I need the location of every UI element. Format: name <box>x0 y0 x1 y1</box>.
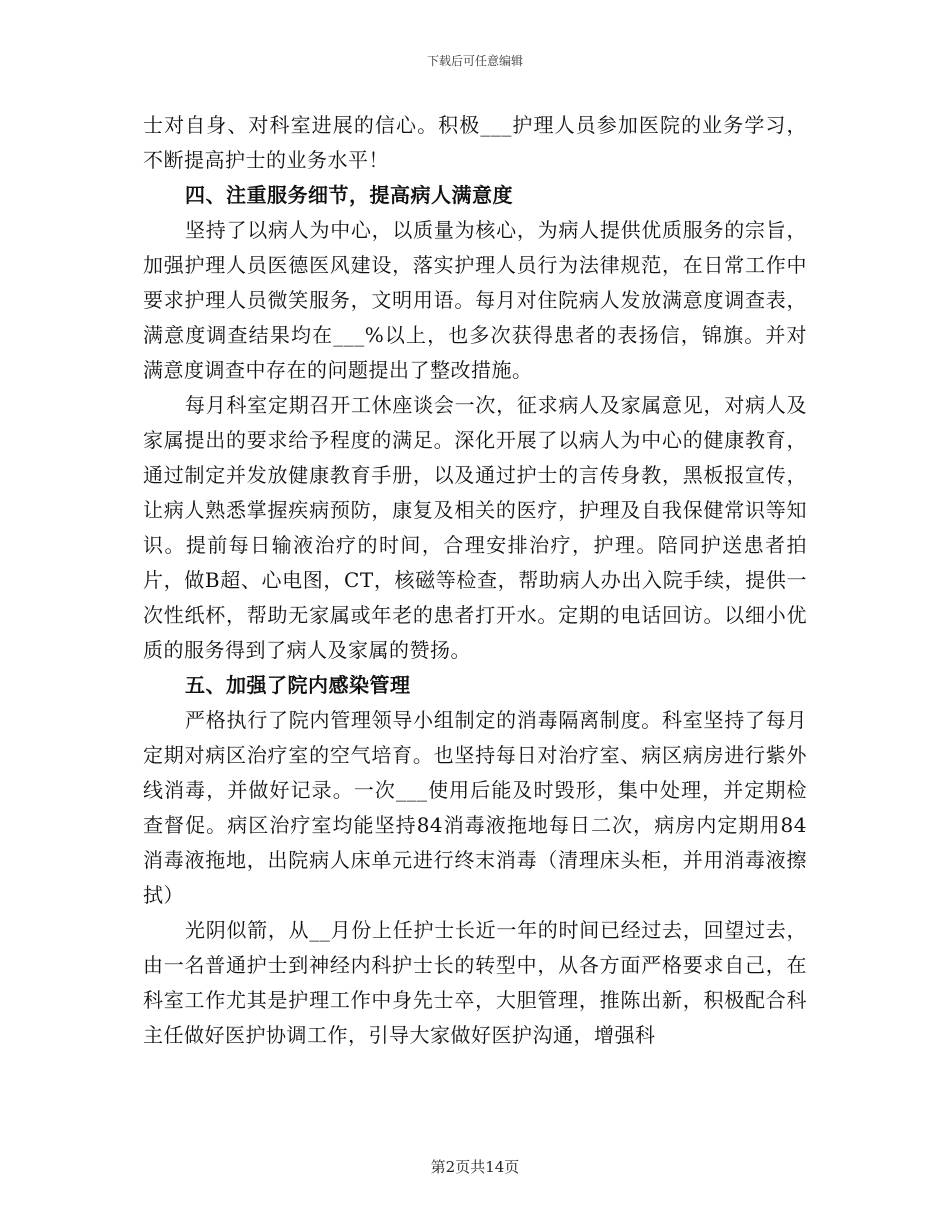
section-heading-5: 五、加强了院内感染管理 <box>185 673 411 697</box>
paragraph-continuation: 士对自身、对科室进展的信心。积极___护理人员参加医院的业务学习，不断提高护士的业务水平！ <box>143 113 807 172</box>
document-body <box>143 108 807 1053</box>
paragraph-summary: 光阴似箭，从__月份上任护士长近一年的时间已经过去，回望过去，由一名普通护士到神经内科护士长的转型中，从各方面严格要求自己，在科室工作尤其是护理工作中身先士卒，大胆管理，推陈出新，积极配合科主任做好医护协调工作，引导大家做好医护沟通，增强科 <box>143 918 807 1047</box>
paragraph-infection-control: 严格执行了院内管理领导小组制定的消毒隔离制度。科室坚持了每月定期对病区治疗室的空气培育。也坚持每日对治疗室、病区病房进行紫外线消毒，并做好记录。一次___使用后能及时毁形，集中处理，并定期检查督促。病区治疗室均能坚持84消毒液拖地每日二次，病房内定期用84消毒液拖地，出院病人床单元进行终末消毒（清理床头柜，并用消毒液擦拭） <box>143 708 807 907</box>
paragraph-patient-education: 每月科室定期召开工休座谈会一次，征求病人及家属意见，对病人及家属提出的要求给予程度的满足。深化开展了以病人为中心的健康教育，通过制定并发放健康教育手册，以及通过护士的言传身教，黑板报宣传，让病人熟悉掌握疾病预防，康复及相关的医疗，护理及自我保健常识等知识。提前每日输液治疗的时间，合理安排治疗，护理。陪同护送患者拍片，做B超、心电图，CT，核磁等检查，帮助病人办出入院手续，提供一次性纸杯，帮助无家属或年老的患者打开水。定期的电话回访。以细小优质的服务得到了病人及家属的赞扬。 <box>143 393 807 662</box>
page-header: 下载后可任意编辑 <box>426 54 523 68</box>
section-heading-4: 四、注重服务细节，提高病人满意度 <box>185 183 513 207</box>
paragraph-service-details: 坚持了以病人为中心，以质量为核心，为病人提供优质服务的宗旨，加强护理人员医德医风建设，落实护理人员行为法律规范，在日常工作中要求护理人员微笑服务，文明用语。每月对住院病人发放满意度调查表，满意度调查结果均在___%以上，也多次获得患者的表扬信，锦旗。并对满意度调查中存在的问题提出了整改措施。 <box>143 218 807 382</box>
page-footer: 第2页共14页 <box>430 1158 520 1176</box>
